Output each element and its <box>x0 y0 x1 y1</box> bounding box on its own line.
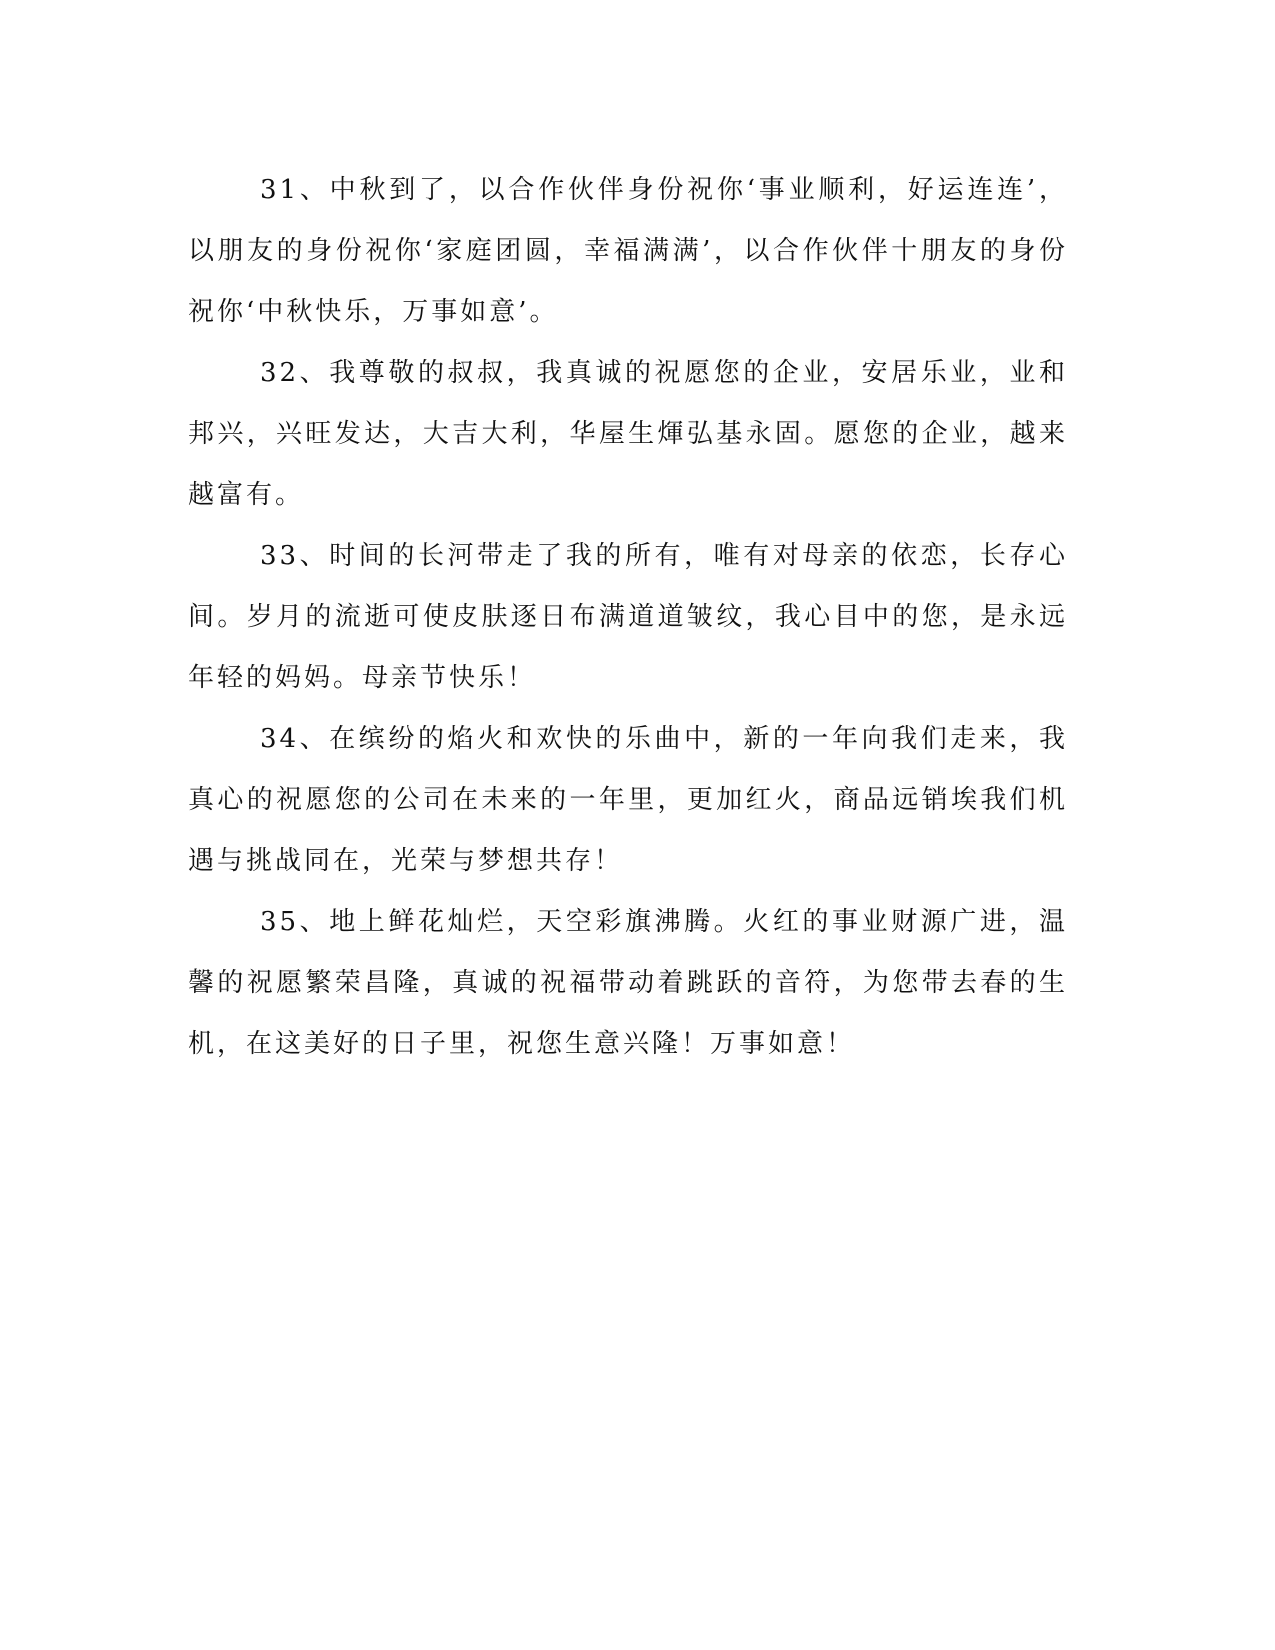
paragraph-33: 33、时间的长河带走了我的所有，唯有对母亲的依恋，长存心间。岁月的流逝可使皮肤逐日布满道道皱纹，我心目中的您，是永远年轻的妈妈。母亲节快乐！ <box>188 541 1068 693</box>
paragraph-35: 35、地上鲜花灿烂，天空彩旗沸腾。火红的事业财源广进，温馨的祝愿繁荣昌隆，真诚的祝福带动着跳跃的音符，为您带去春的生机，在这美好的日子里，祝您生意兴隆！万事如意！ <box>188 907 1068 1059</box>
paragraph-31: 31、中秋到了，以合作伙伴身份祝你‘事业顺利，好运连连’，以朋友的身份祝你‘家庭团圆，幸福满满’，以合作伙伴十朋友的身份祝你‘中秋快乐，万事如意’。 <box>188 175 1068 327</box>
document-body <box>188 160 1068 1075</box>
paragraph-32: 32、我尊敬的叔叔，我真诚的祝愿您的企业，安居乐业，业和邦兴，兴旺发达，大吉大利，华屋生煇弘基永固。愿您的企业，越来越富有。 <box>188 358 1068 510</box>
paragraph-34: 34、在缤纷的焰火和欢快的乐曲中，新的一年向我们走来，我真心的祝愿您的公司在未来的一年里，更加红火，商品远销埃我们机遇与挑战同在，光荣与梦想共存！ <box>188 724 1068 876</box>
